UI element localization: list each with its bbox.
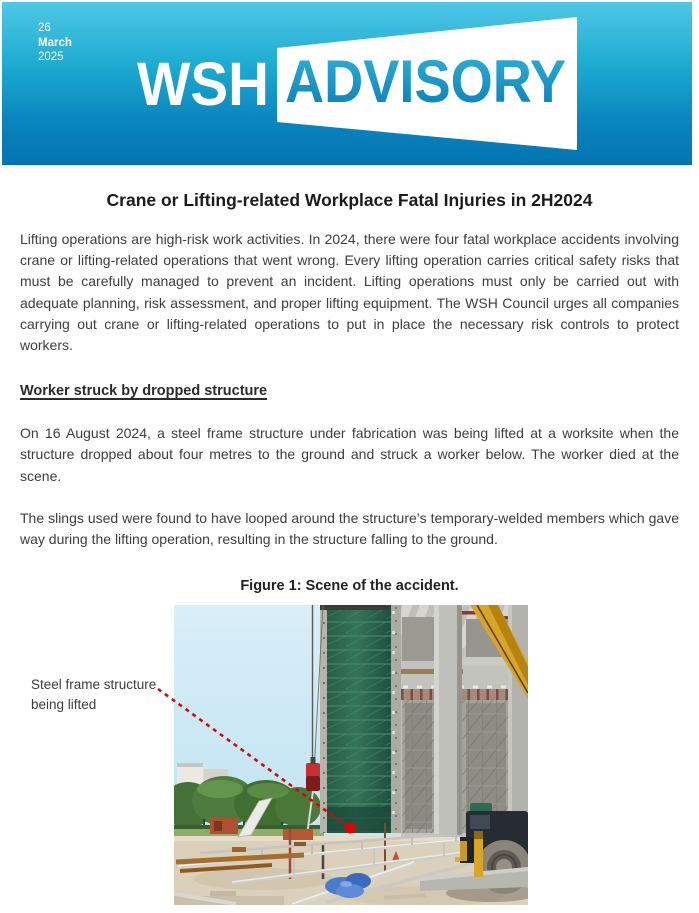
issue-date-month: March [38,36,72,49]
intro-paragraph: Lifting operations are high-risk work activities. In 2024, there were four fatal workplace accidents involving crane or lifting-related operations that went wrong. Every lifting operation carries critical safety risks that must be carefully managed to prevent an incident. Lifting operations must only be carried out with adequate planning, risk assessment, and proper lifting equipment. The WSH Council urges all companies carrying out crane or lifting-related operations to put in place the necessary risk controls to protect workers. [20,231,679,354]
issue-date-year: 2025 [38,51,64,63]
header-banner [2,2,692,165]
photo-annotation-label [31,675,156,715]
wsh-advisory-logo [135,10,585,158]
article-body [20,166,679,905]
incident-paragraph: On 16 August 2024, a steel frame structure under fabrication was being lifted at a worksite when the structure dropped about four metres to the ground and struck a worker below. The worker died at the scene. [20,425,679,484]
cause-paragraph: The slings used were found to have looped around the structure’s temporary-welded members which gave way during the lifting operation, resulting in the structure falling to the ground. [20,509,679,548]
logo-text-advisory: ADVISORY [285,48,566,115]
photo-annotation-line2: being lifted [31,697,97,713]
section-heading: Worker struck by dropped structure [20,383,268,400]
logo-text-wsh: WSH [137,50,269,118]
green-scaffold-tower [320,605,402,833]
accident-scene-photo [174,605,528,905]
issue-date-day: 26 [38,22,51,34]
figure-1 [20,605,679,905]
photo-annotation-line1: Steel frame structure [31,677,157,693]
figure-caption: Figure 1: Scene of the accident. [240,578,459,595]
page-title: Crane or Lifting-related Workplace Fatal Injuries in 2H2024 [106,190,593,210]
issue-date [38,21,72,65]
